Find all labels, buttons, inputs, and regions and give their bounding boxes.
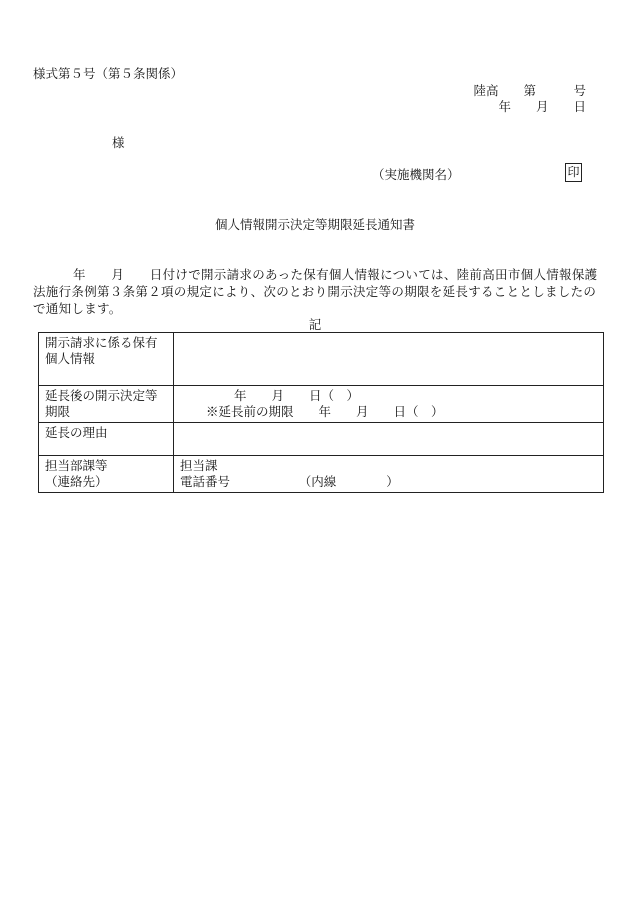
date-line: 年 月 日 xyxy=(498,99,586,114)
table-row xyxy=(39,386,604,423)
label-line: 担当部課等 xyxy=(45,458,108,473)
extended-date: 年 月 日（ ） xyxy=(234,388,360,403)
label-line: （連絡先） xyxy=(45,474,108,489)
row-label-extended-deadline xyxy=(39,386,174,423)
label-line: 期限 xyxy=(45,404,71,419)
original-deadline: ※延長前の期限 年 月 日（ ） xyxy=(206,404,444,419)
addressee-honorific: 様 xyxy=(112,135,125,150)
body-paragraph xyxy=(33,266,603,317)
table-row xyxy=(39,333,604,386)
table-row xyxy=(39,456,604,493)
document-title: 個人情報開示決定等期限延長通知書 xyxy=(214,217,415,232)
row-label-contact xyxy=(39,456,174,493)
details-table xyxy=(38,332,604,493)
issuer-agency-name: （実施機関名） xyxy=(372,167,460,182)
document-number-line: 陸高 第 号 xyxy=(473,83,586,98)
ki-marker: 記 xyxy=(308,317,322,332)
row-label-requested-info xyxy=(39,333,174,386)
row-value-extended-deadline xyxy=(174,386,604,423)
label-line: 延長後の開示決定等 xyxy=(45,388,158,403)
body-paragraph-text: 年 月 日付けで開示請求のあった保有個人情報については、陸前高田市個人情報保護法施行条例第３条第２項の規定により、次のとおり開示決定等の期限を延長することとしましたので通知します。 xyxy=(33,267,598,316)
row-value-reason xyxy=(174,423,604,456)
department-label: 担当課 xyxy=(180,458,218,473)
row-value-contact xyxy=(174,456,604,493)
phone-extension: 電話番号 （内線 ） xyxy=(180,474,399,489)
form-number: 様式第５号（第５条関係） xyxy=(33,66,184,81)
row-value-requested-info xyxy=(174,333,604,386)
seal-stamp-box: 印 xyxy=(565,163,582,182)
label-line: 個人情報 xyxy=(45,351,96,366)
table-row xyxy=(39,423,604,456)
row-label-reason: 延長の理由 xyxy=(39,423,174,456)
label-line: 開示請求に係る保有 xyxy=(45,335,158,350)
